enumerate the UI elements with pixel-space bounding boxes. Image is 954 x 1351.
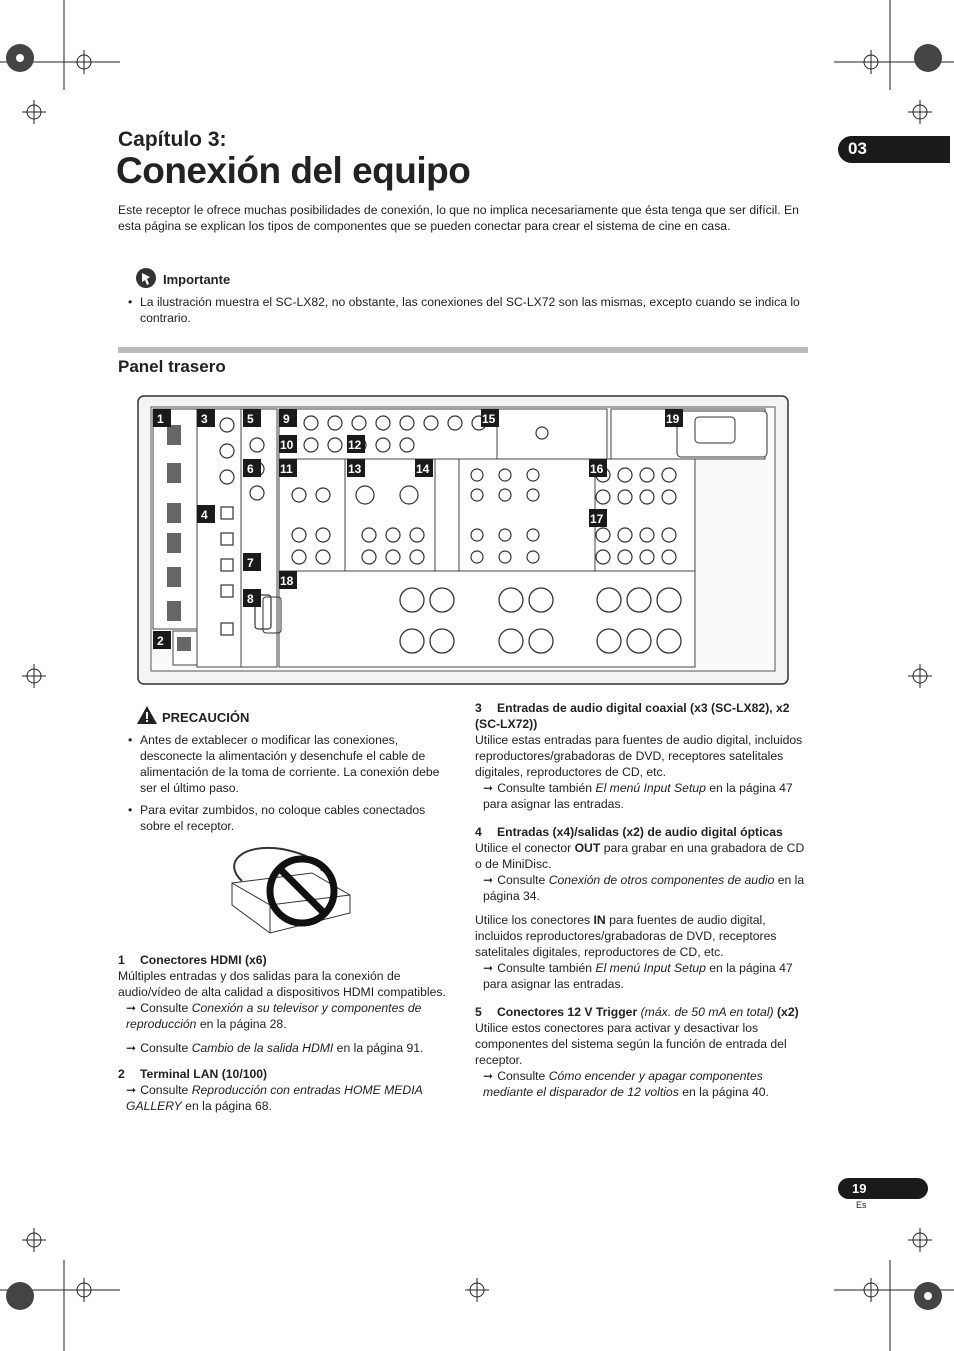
item-4-ref-2	[483, 960, 810, 992]
ref-text: en la página 47 para asignar las entradas.	[483, 961, 793, 991]
arrow-icon: ➞	[483, 873, 494, 887]
right-column	[475, 700, 810, 1100]
chapter-label: Capítulo 3:	[118, 128, 227, 151]
callout-4: 4	[201, 508, 208, 522]
item-number: 5	[475, 1005, 482, 1019]
item-5-ref	[483, 1068, 810, 1100]
item-3-heading	[475, 700, 810, 732]
item-3-ref	[483, 780, 810, 812]
item-number: 3	[475, 701, 482, 715]
callout-10: 10	[280, 438, 294, 452]
connector-label: OUT	[574, 841, 601, 855]
rear-panel-illustration	[137, 395, 789, 685]
callout-8: 8	[247, 592, 254, 606]
callout-19: 19	[666, 412, 680, 426]
ref-text: en la página 28.	[196, 1017, 287, 1031]
ref-text: Consulte	[140, 1001, 192, 1015]
bullet: •	[128, 295, 133, 309]
ref-text: Consulte también	[497, 781, 596, 795]
connector-label: IN	[593, 913, 606, 927]
ref-text: Consulte	[140, 1041, 192, 1055]
callout-15: 15	[482, 412, 496, 426]
callout-14: 14	[416, 462, 430, 476]
callout-2: 2	[157, 634, 164, 648]
item-3-body: Utilice estas entradas para fuentes de audio digital, incluidos reproductores/grabadoras de DVD, receptores satelitales digitales, reproductores de CD, etc.	[475, 733, 803, 779]
caution-title: PRECAUCIÓN	[162, 710, 250, 725]
ref-text: en la página 91.	[333, 1041, 424, 1055]
body-text: Utilice el conector	[475, 841, 575, 855]
ref-link-text: Conexión a su televisor y componentes de reproducción	[126, 1001, 422, 1031]
item-5-heading	[475, 1004, 810, 1020]
item-4-body-2	[475, 912, 810, 960]
important-title: Importante	[163, 272, 231, 287]
item-title: Conectores 12 V Trigger	[497, 1005, 638, 1019]
ref-link-text: Conexión de otros componentes de audio	[548, 873, 775, 887]
arrow-icon: ➞	[483, 961, 494, 975]
ref-text: en la página 68.	[181, 1099, 272, 1113]
item-1-body: Múltiples entradas y dos salidas para la conexión de audio/vídeo de alta calidad a dispositivos HDMI compatibles.	[118, 969, 446, 999]
section-rule	[118, 347, 808, 353]
callout-9: 9	[283, 412, 290, 426]
caution-icon	[136, 705, 158, 725]
arrow-icon: ➞	[483, 781, 494, 795]
item-number: 2	[118, 1067, 125, 1081]
body-text: para fuentes de audio digital, incluidos reproductores/grabadoras de DVD, receptores satelitales digitales, reproductores de CD, etc.	[475, 913, 777, 959]
callout-16: 16	[590, 462, 604, 476]
item-title: Entradas de audio digital coaxial (x3 (SC-LX82), x2 (SC-LX72))	[475, 701, 790, 731]
ref-text: en la página 40.	[678, 1085, 769, 1099]
ref-link-text: El menú Input Setup	[595, 781, 706, 795]
caution-list	[128, 732, 453, 840]
callout-18: 18	[280, 574, 294, 588]
item-2-ref	[126, 1082, 453, 1114]
ref-link-text: Reproducción con entradas HOME MEDIA GALLERY	[126, 1083, 423, 1113]
item-1-ref-1	[126, 1000, 453, 1032]
ref-link-text: El menú Input Setup	[595, 961, 706, 975]
arrow-icon: ➞	[126, 1001, 137, 1015]
item-title: Conectores HDMI (x6)	[140, 953, 267, 967]
chapter-tab	[838, 136, 950, 163]
chapter-tab-number: 03	[848, 139, 867, 158]
ref-text: en la página 34.	[483, 873, 805, 903]
item-4-body-1	[475, 840, 810, 872]
ref-text: Consulte	[497, 1069, 549, 1083]
item-1-ref-2	[126, 1040, 453, 1056]
callout-3: 3	[201, 412, 208, 426]
ref-text: Consulte	[497, 873, 549, 887]
important-icon	[136, 268, 156, 288]
body-text: para grabar en una grabadora de CD o de MiniDisc.	[475, 841, 805, 871]
callout-5: 5	[247, 412, 254, 426]
ref-text: Consulte también	[497, 961, 596, 975]
item-4-ref-1	[483, 872, 810, 904]
callout-11: 11	[280, 462, 293, 476]
item-4-heading	[475, 824, 810, 840]
item-number: 4	[475, 825, 482, 839]
caution-text: Para evitar zumbidos, no coloque cables conectados sobre el receptor.	[140, 803, 426, 833]
callout-12: 12	[348, 438, 362, 452]
item-number: 1	[118, 953, 125, 967]
arrow-icon: ➞	[483, 1069, 494, 1083]
intro-paragraph: Este receptor le ofrece muchas posibilidades de conexión, lo que no implica necesariamente que ésta tenga que ser difícil. En esta página se explican los tipos de componentes que se pueden conectar para crear el sistema de cine en casa.	[118, 203, 799, 233]
important-text: La ilustración muestra el SC-LX82, no obstante, las conexiones del SC-LX72 son las mismas, excepto cuando se indica lo contrario.	[140, 295, 800, 325]
ref-text: en la página 47 para asignar las entradas.	[483, 781, 793, 811]
list-item	[128, 802, 453, 834]
section-title: Panel trasero	[118, 357, 226, 376]
item-title-note: (máx. de 50 mA en total)	[640, 1005, 774, 1019]
bullet: •	[128, 733, 133, 747]
item-title: Terminal LAN (10/100)	[140, 1067, 268, 1081]
list-item	[128, 732, 453, 796]
item-1-heading	[118, 952, 453, 968]
item-title: Entradas (x4)/salidas (x2) de audio digital ópticas	[497, 825, 783, 839]
callout-1: 1	[157, 412, 164, 426]
body-text: Utilice los conectores	[475, 913, 594, 927]
arrow-icon: ➞	[126, 1041, 137, 1055]
item-5-body: Utilice estos conectores para activar y desactivar los componentes del sistema según la función de entrada del receptor.	[475, 1021, 787, 1067]
callout-6: 6	[247, 462, 254, 476]
callout-7: 7	[247, 556, 254, 570]
item-title-count: (x2)	[777, 1005, 799, 1019]
item-2-heading	[118, 1066, 453, 1082]
bullet: •	[128, 803, 133, 817]
page-title: Conexión del equipo	[116, 150, 471, 191]
language-code: Es	[856, 1200, 867, 1210]
callout-17: 17	[590, 512, 604, 526]
important-note	[128, 294, 808, 326]
caution-text: Antes de extablecer o modificar las conexiones, desconecte la alimentación y desenchufe el cable de alimentación de la toma de corriente. La conexión debe ser el último paso.	[140, 733, 440, 795]
ref-text: Consulte	[140, 1083, 192, 1097]
page-number: 19	[852, 1181, 867, 1196]
ref-link-text: Cómo encender y apagar componentes mediante el disparador de 12 voltios	[483, 1069, 763, 1099]
ref-link-text: Cambio de la salida HDMI	[191, 1041, 334, 1055]
no-cables-on-receiver-illustration	[222, 843, 352, 935]
callout-13: 13	[348, 462, 362, 476]
arrow-icon: ➞	[126, 1083, 137, 1097]
page-number-tab	[838, 1178, 928, 1199]
left-column	[118, 944, 453, 1114]
